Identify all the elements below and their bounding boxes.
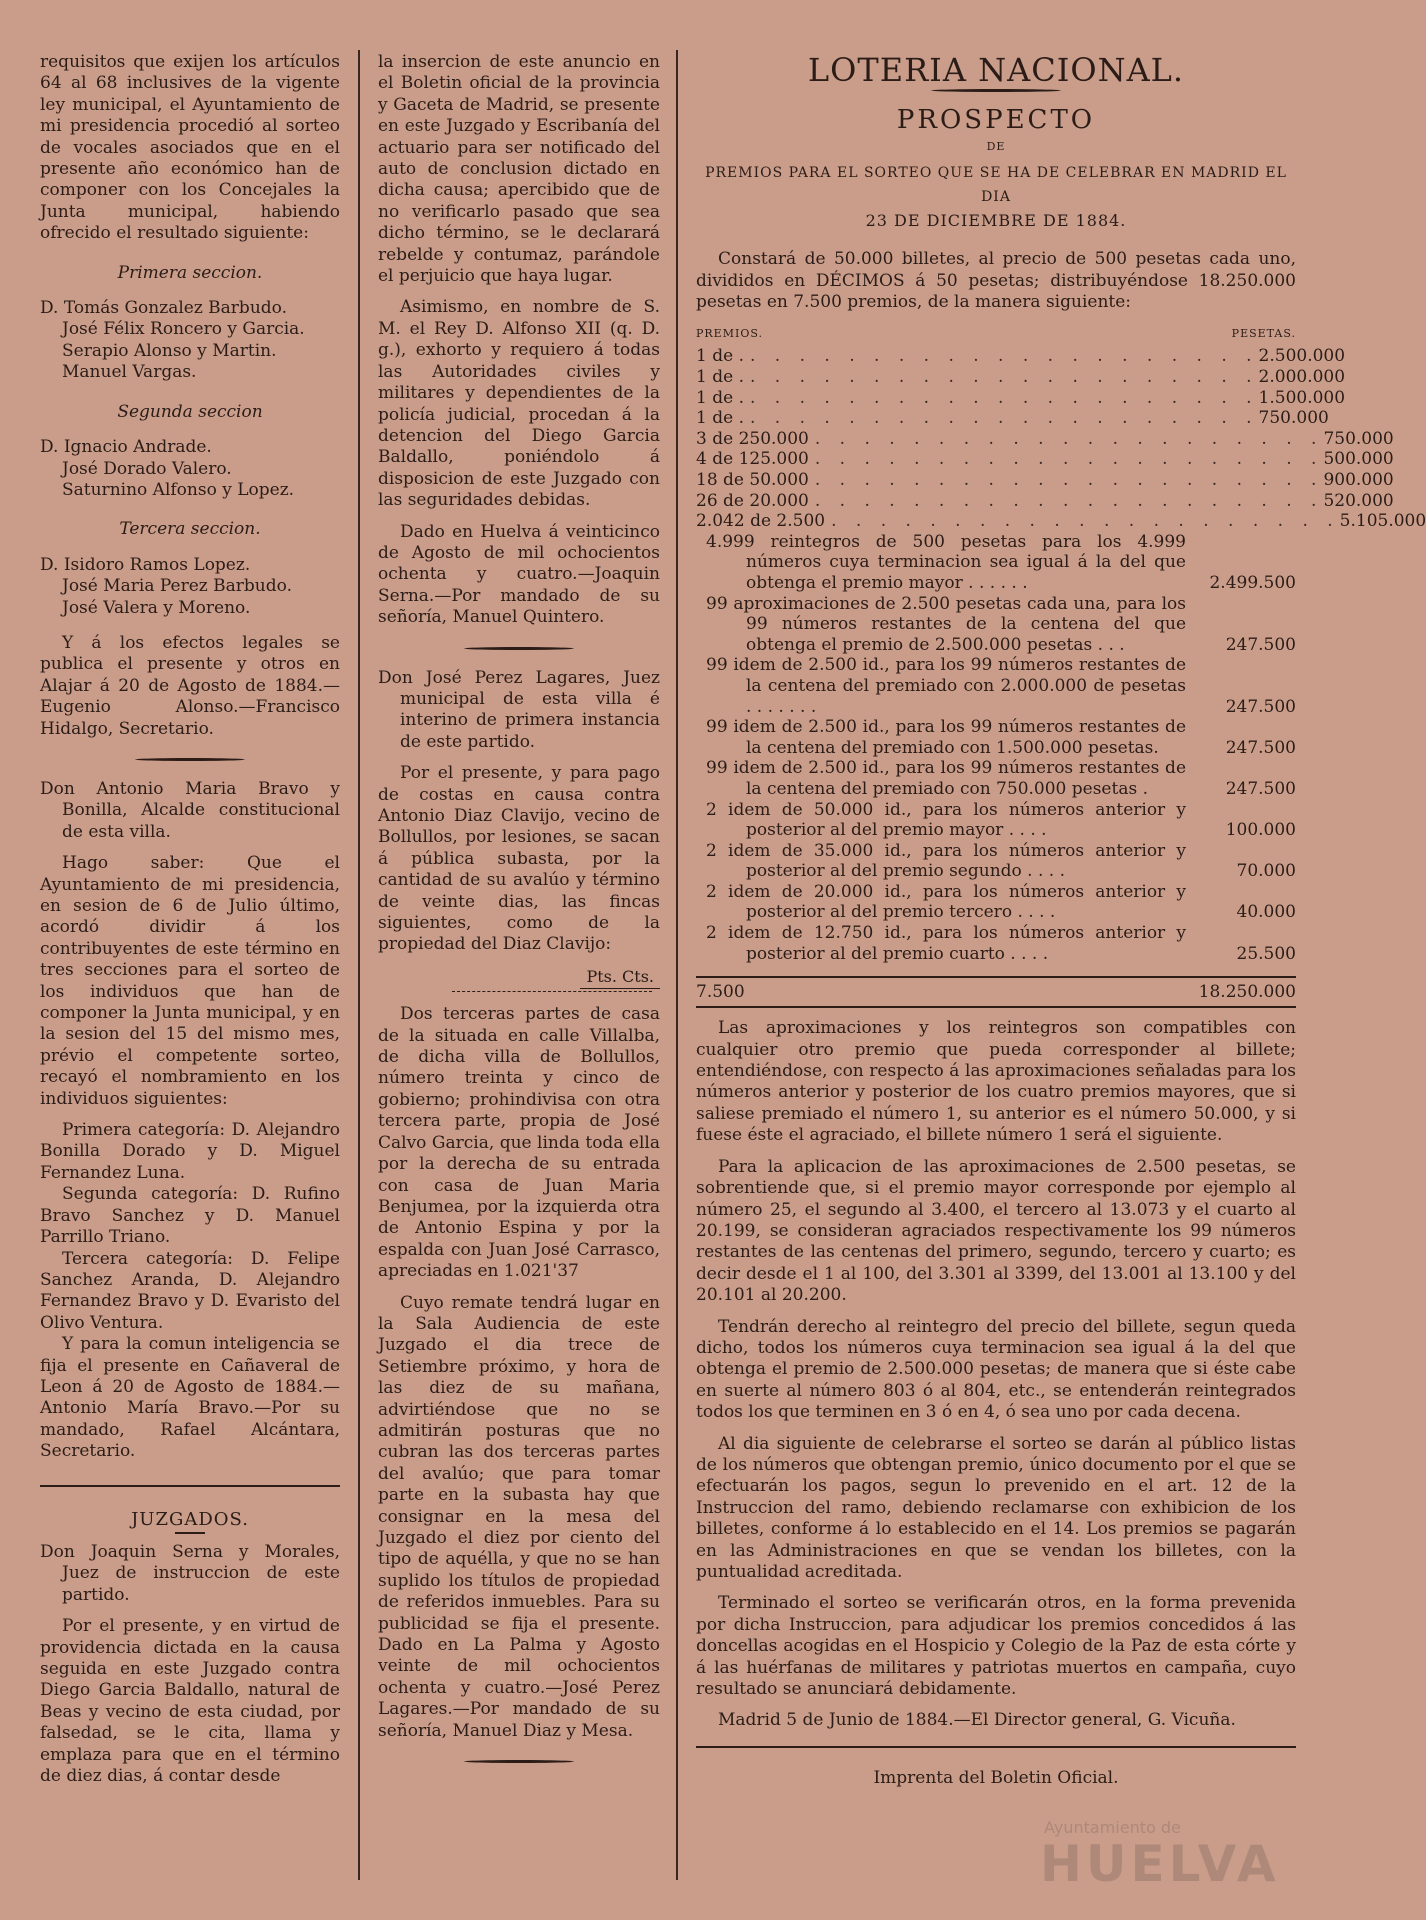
prize-row [696, 511, 1426, 532]
leader-dots: . . . . . . . . . . . . . . . . . . . . . [814, 449, 1324, 470]
prize-amount: 100.000 [1225, 820, 1296, 841]
prize-text-row [696, 841, 1296, 882]
prize-label: 2.042 de 2.500 [696, 511, 826, 532]
prize-amount: 5.105.000 [1339, 511, 1426, 532]
imprint: Imprenta del Boletin Oficial. [873, 1767, 1119, 1788]
page-title: LOTERIA NACIONAL. [807, 51, 1185, 89]
prize-description: 99 idem de 2.500 id., para los 99 números restantes de la centena del premiado con 2.000.000 de pesetas . . . . . . . [706, 655, 1186, 717]
prize-description: 2 idem de 50.000 id., para los números anterior y posterior al del premio mayor . . . . [706, 799, 1186, 841]
paragraph: Y para la comun inteligencia se fija el presente en Cañaveral de Leon á 20 de Agosto de 1884.—Antonio María Bravo.—Por su mandado, Rafael Alcántara, Secretario. [40, 1334, 340, 1462]
paragraph: Terminado el sorteo se verificarán otros, en la forma prevenida por dicha Instruccion, para adjudicar los premios concedidos á las doncellas acogidas en el Hospicio y Colegio de la Paz de esta córte y á las huérfanas de militares y patriotas muertos en campaña, cuyo resultado se anunciará debidamente. [696, 1593, 1296, 1700]
column-3 [696, 51, 1426, 1799]
leader-dots: . . . . . . . . . . . . . . . . . . . . . [749, 367, 1259, 388]
premios-header: PREMIOS. [696, 327, 763, 341]
paragraph: Para la aplicacion de las aproximaciones de 2.500 pesetas, se sobrentiende que, si el premio mayor corresponde por ejemplo al número 25, el segundo al 3.400, el tercero al 13.073 y el cuarto al 20.199, se consideran agraciados respectivamente los 99 números restantes de las centenas del primero, segundo, tercero y cuarto; es decir desde el 1 al 100, del 3.301 al 3399, del 13.001 al 13.100 y del 20.101 al 20.200. [696, 1156, 1296, 1306]
category-line: Primera categoría: D. Alejandro Bonilla Dorado y D. Miguel Fernandez Luna. [40, 1120, 340, 1183]
prize-amount: 2.000.000 [1258, 367, 1346, 388]
category-line: Tercera categoría: D. Felipe Sanchez Aranda, D. Alejandro Fernandez Bravo y D. Evaristo del Olivo Ventura. [40, 1248, 340, 1333]
section-title: JUZGADOS. [131, 1508, 249, 1530]
paragraph: Al dia siguiente de celebrarse el sorteo se darán al público listas de los números que obtengan premio, único documento por el que se efectuarán los pagos, segun lo prevenido en el art. 12 de la Instruccion del ramo, debiendo reclamarse con exhibicion de los billetes, conforme á lo establecido en el 14. Los premios se pagarán en las Administraciones en que se vendan los billetes, con la puntualidad acreditada. [696, 1433, 1296, 1582]
prize-description: 2 idem de 12.750 id., para los números anterior y posterior al del premio cuarto . . . . [706, 923, 1186, 964]
leader-dots: . . . . . . . . . . . . . . . . . . . . . [749, 387, 1259, 408]
subtitle-date: 23 DE DICIEMBRE DE 1884. [865, 211, 1127, 231]
prize-description: 99 idem de 2.500 id., para los 99 números restantes de la centena del premiado con 1.500.000 pesetas. [706, 717, 1186, 758]
section-heading: Tercera seccion. [119, 519, 261, 540]
section-heading: Segunda seccion [117, 401, 263, 422]
prize-amount: 247.500 [1225, 737, 1296, 758]
prize-description: 4.999 reintegros de 500 pesetas para los 4.999 números cuya terminacion sea igual á la del que obtenga el premio mayor . . . . . . [706, 531, 1186, 593]
prize-amount: 520.000 [1323, 490, 1394, 511]
prize-label: 4 de 125.000 [696, 449, 809, 470]
prize-label: 1 de . [696, 346, 744, 367]
paragraph: Por el presente, y para pago de costas en causa contra Antonio Diaz Clavijo, vecino de Bollullos, por lesiones, se sacan á pública subasta, por la cantidad de su avalúo y término de veinte dias, las fincas siguientes, como de la propiedad del Diaz Clavijo: [378, 763, 660, 955]
paragraph: Dado en Huelva á veinticinco de Agosto de mil ochocientos ochenta y cuatro.—Joaquin Serna.—Por mandado de su señoría, Manuel Quintero. [378, 521, 660, 628]
prize-description: 2 idem de 35.000 id., para los números anterior y posterior al del premio segundo . . . . [706, 840, 1186, 882]
prize-amount: 2.500.000 [1258, 346, 1346, 367]
dash-divider [175, 1532, 205, 1534]
paragraph: Cuyo remate tendrá lugar en la Sala Audiencia de este Juzgado el dia trece de Setiembre próximo, y hora de las diez de su mañana, advirtiéndose que no se admitirán posturas que no cubran las dos terceras partes del avalúo; que para tomar parte en la subasta hay que consignar en la mesa del Juzgado el diez por ciento del tipo de aquélla, y que no se han suplido los títulos de propiedad de referidos inmuebles. Para su publicidad se fija el presente. Dado en La Palma y Agosto veinte de mil ochocientos ochenta y cuatro.—José Perez Lagares.—Por mandado de su señoría, Manuel Diaz y Mesa. [378, 1292, 660, 1741]
full-divider [40, 1485, 340, 1487]
leader-dots: . . . . . . . . . . . . . . . . . . . . . [749, 346, 1259, 367]
name-line: D. Tomás Gonzalez Barbudo. [40, 298, 287, 319]
amount-header [378, 966, 660, 987]
prize-text-row [696, 800, 1296, 841]
prize-row [696, 367, 1346, 388]
prize-table [696, 346, 1426, 964]
paragraph: requisitos que exijen los artículos 64 al 68 inclusives de la vigente ley municipal, el Ayuntamiento de mi presidencia procedió al sorteo de vocales asociados que en el presente año económico han de componer con los Concejales la Junta municipal, habiendo ofrecido el resultado siguiente: [40, 52, 340, 244]
column-2 [378, 52, 660, 1781]
name-line: José Dorado Valero. [62, 458, 232, 479]
paragraph: la insercion de este anuncio en el Boletin oficial de la provincia y Gaceta de Madrid, se presente en este Juzgado y Escribanía del actuario para ser notificado del auto de conclusion dictado en dicha causa; apercibido que de no verificarlo pasado que sea dicho término, se le declarará rebelde y contumaz, parándole el perjuicio que haya lugar. [378, 52, 660, 287]
prize-text-row [696, 594, 1296, 656]
signature-line: Madrid 5 de Junio de 1884.—El Director general, G. Vicuña. [718, 1710, 1236, 1731]
prize-amount: 1.500.000 [1258, 387, 1346, 408]
de-label: DE [986, 139, 1006, 153]
totals-row [696, 976, 1296, 1008]
prize-label: 3 de 250.000 [696, 428, 809, 449]
column-rule [358, 50, 360, 1880]
prize-amount: 750.000 [1323, 428, 1394, 449]
prize-text-row [696, 655, 1296, 717]
prize-table-header [696, 327, 1296, 340]
prize-row [696, 490, 1394, 512]
paragraph: Por el presente, y en virtud de providencia dictada en la causa seguida en este Juzgado contra Diego Garcia Baldallo, natural de Beas y vecino de esta ciudad, por falsedad, se le cita, llama y emplaza para que en el término de diez dias, á contar desde [40, 1616, 340, 1787]
ornament-divider [464, 647, 574, 650]
paragraph: Y á los efectos legales se publica el presente y otros en Alajar á 20 de Agosto de 1884.—Eugenio Alonso.—Francisco Hidalgo, Secretario. [40, 632, 340, 739]
column-1 [40, 52, 340, 1797]
prize-text-row [696, 923, 1296, 964]
prize-text-row [696, 717, 1296, 758]
name-line: José Valera y Moreno. [62, 597, 251, 618]
paragraph: Asimismo, en nombre de S. M. el Rey D. Alfonso XII (q. D. g.), exhorto y requiero á todas las Autoridades civiles y militares y dependientes de la policía judicial, procedan á la detencion del Diego Garcia Baldallo, poniéndolo á disposicion de este Juzgado con las seguridades debidas. [378, 297, 660, 511]
prize-row [696, 408, 1329, 429]
paragraph: Hago saber: Que el Ayuntamiento de mi presidencia, en sesion de 6 de Julio último, acordó dividir á los contribuyentes de este término en tres secciones para el sorteo de los individuos que han de componer la Junta municipal, y en la sesion del 15 del mismo mes, prévio el competente sorteo, recayó el nombramiento en los individuos siguientes: [40, 853, 340, 1109]
ornament-divider [931, 89, 1061, 92]
leader-dots: . . . . . . . . . . . . . . . . . . . . . [749, 408, 1259, 429]
leader-dots: . . . . . . . . . . . . . . . . . . . . . [814, 470, 1324, 490]
prize-amount: 750.000 [1258, 408, 1329, 429]
leader-dots: . . . . . . . . . . . . . . . . . . . . . [831, 511, 1340, 532]
prize-row [696, 346, 1346, 367]
dashed-rule [452, 991, 652, 992]
prize-label: 1 de . [696, 387, 744, 408]
prize-amount: 247.500 [1225, 696, 1296, 717]
leader-dots: . . . . . . . . . . . . . . . . . . . . . [814, 490, 1324, 511]
prize-amount: 70.000 [1236, 861, 1296, 882]
paragraph: Tendrán derecho al reintegro del precio del billete, segun queda dicho, todos los números cuya terminacion sea igual á la del que obtenga el premio de 2.500.000 pesetas; de manera que si éste cabe en suerte al número 803 ó al 804, etc., se entenderán reintegrados todos los que terminen en 3 ó en 4, ó sea uno por cada decena. [696, 1316, 1296, 1423]
paragraph: Don José Perez Lagares, Juez municipal de esta villa é interino de primera instancia de este partido. [378, 667, 660, 752]
watermark: HUELVA [1040, 1835, 1280, 1893]
name-line: D. Ignacio Andrade. [40, 437, 212, 458]
name-line: Serapio Alonso y Martin. [62, 340, 277, 361]
prize-amount: 247.500 [1225, 634, 1296, 655]
prize-text-row [696, 882, 1296, 923]
paragraph: Don Antonio Maria Bravo y Bonilla, Alcalde constitucional de esta villa. [40, 778, 340, 842]
prize-amount: 40.000 [1236, 902, 1296, 923]
subtitle: PREMIOS PARA EL SORTEO QUE SE HA DE CELEBRAR EN MADRID EL DIA [705, 165, 1287, 206]
prize-description: 2 idem de 20.000 id., para los números anterior y posterior al del premio tercero . . . . [706, 881, 1186, 923]
prize-amount: 247.500 [1225, 778, 1296, 799]
intro-paragraph: Constará de 50.000 billetes, al precio de 500 pesetas cada uno, divididos en DÉCIMOS á 50 pesetas; distribuyéndose 18.250.000 pesetas en 7.500 premios, de la manera siguiente: [696, 249, 1296, 313]
prize-row [696, 470, 1394, 491]
category-line: Segunda categoría: D. Rufino Bravo Sanchez y D. Manuel Parrillo Triano. [40, 1184, 340, 1248]
name-line: Saturnino Alfonso y Lopez. [62, 479, 295, 500]
column-rule [676, 50, 678, 1880]
paragraph: Las aproximaciones y los reintegros son compatibles con cualquier otro premio que pueda corresponder al billete; entendiéndose, con respecto á las aproximaciones señaladas para los números anterior y posterior de los cuatro premios mayores, que si saliese premiado el número 1, su anterior es el número 50.000, y si fuese éste el agraciado, el billete número 1 será el siguiente. [696, 1018, 1296, 1146]
prize-amount: 500.000 [1323, 449, 1394, 470]
prize-label: 18 de 50.000 [696, 470, 809, 490]
prize-label: 26 de 20.000 [696, 490, 809, 511]
prize-amount: 25.500 [1236, 943, 1296, 964]
ornament-divider [464, 1760, 574, 1763]
prize-row [696, 387, 1346, 409]
watermark-subtitle: Ayuntamiento de [1044, 1818, 1181, 1837]
total-prizes: 7.500 [696, 982, 745, 1003]
prize-row [696, 449, 1394, 470]
pesetas-header: PESETAS. [1231, 327, 1296, 341]
prize-text-row [696, 758, 1296, 799]
prize-text-row [696, 532, 1296, 594]
section-heading: Primera seccion. [117, 262, 263, 283]
full-divider [696, 1746, 1296, 1748]
name-line: José Félix Roncero y Garcia. [62, 319, 305, 340]
prize-label: 1 de . [696, 408, 744, 429]
ornament-divider [135, 758, 245, 761]
prize-description: 99 aproximaciones de 2.500 pesetas cada una, para los 99 números restantes de la centena del que obtenga el premio de 2.500.000 pesetas . . . [706, 593, 1186, 655]
pts-cts-label: Pts. Cts. [580, 967, 660, 989]
paragraph: Dos terceras partes de casa de la situada en calle Villalba, de dicha villa de Bollullos, número treinta y cinco de gobierno; prohindivisa con otra tercera parte, propia de José Calvo Garcia, que linda toda ella por la derecha de su entrada con casa de Juan Maria Benjumea, por la izquierda otra de Antonio Espina y por la espalda con Juan José Carrasco, apreciadas en 1.021'37 [378, 1004, 660, 1282]
prospecto-title: PROSPECTO [896, 105, 1096, 136]
prize-label: 1 de . [696, 367, 744, 388]
prize-row [696, 428, 1394, 450]
name-line: José Maria Perez Barbudo. [62, 576, 292, 597]
prize-amount: 2.499.500 [1209, 572, 1296, 593]
prize-description: 99 idem de 2.500 id., para los 99 números restantes de la centena del premiado con 750.000 pesetas . [706, 758, 1186, 799]
name-line: D. Isidoro Ramos Lopez. [40, 554, 251, 575]
name-line: Manuel Vargas. [62, 362, 197, 383]
paragraph: Don Joaquin Serna y Morales, Juez de instruccion de este partido. [40, 1541, 340, 1605]
prize-amount: 900.000 [1323, 470, 1394, 490]
total-pesetas: 18.250.000 [1198, 982, 1296, 1003]
leader-dots: . . . . . . . . . . . . . . . . . . . . . [814, 428, 1324, 449]
